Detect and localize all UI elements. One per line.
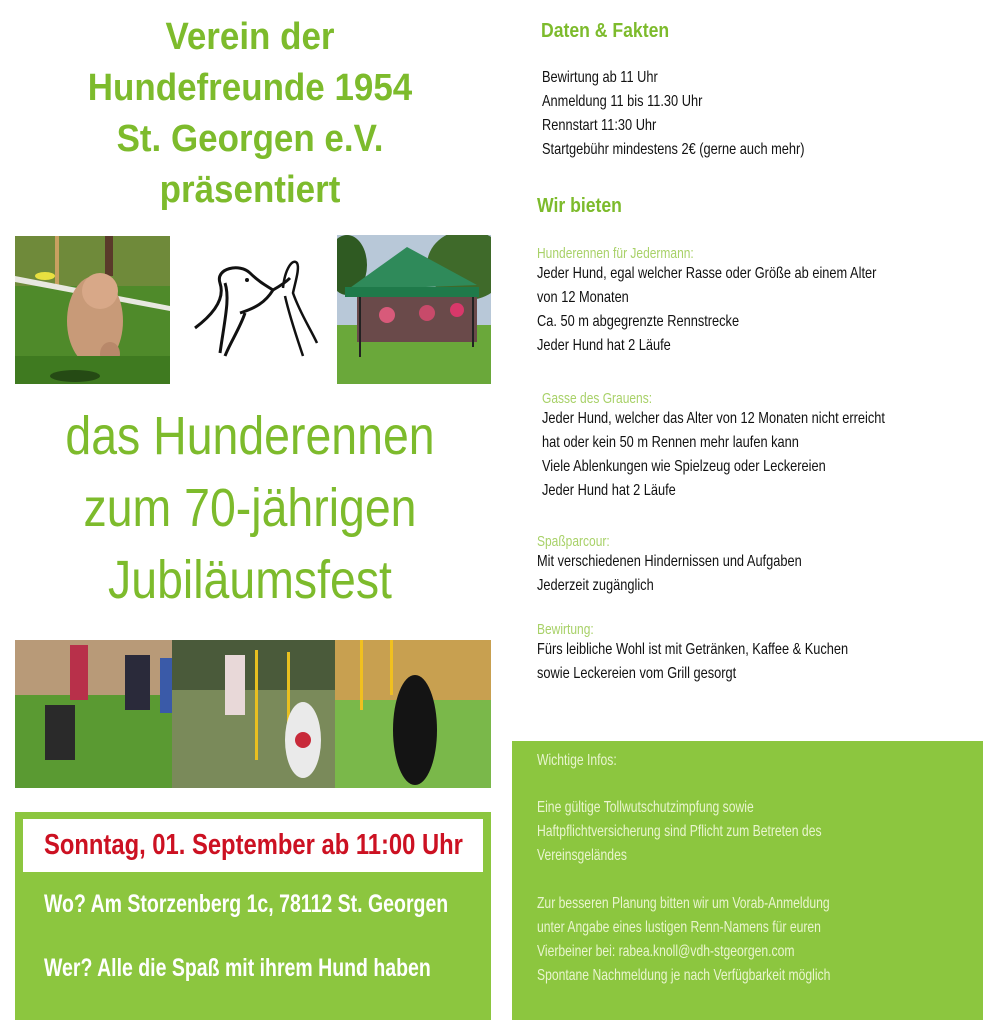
event-audience: Wer? Alle die Spaß mit ihrem Hund haben <box>44 954 431 982</box>
section-title: Bewirtung: <box>537 621 594 638</box>
info-line: Vereinsgeländes <box>537 847 627 864</box>
section-title: Hunderennen für Jedermann: <box>537 245 694 262</box>
event-headline <box>35 400 465 616</box>
section-line: Jeder Hund hat 2 Läufe <box>537 337 671 354</box>
info-line: Spontane Nachmeldung je nach Verfügbarkeit möglich <box>537 967 831 984</box>
club-title-line: St. Georgen e.V. <box>116 118 384 160</box>
fact-item: Anmeldung 11 bis 11.30 Uhr <box>542 93 703 110</box>
info-line: Eine gültige Tollwutschutzimpfung sowie <box>537 799 754 816</box>
headline-line: zum 70-jährigen <box>83 478 417 538</box>
fact-item: Startgebühr mindestens 2€ (gerne auch mehr) <box>542 141 805 158</box>
club-title <box>20 12 480 216</box>
photo-curly-dog <box>15 236 170 384</box>
section-line: Jeder Hund, egal welcher Rasse oder Größe ab einem Alter <box>537 265 877 282</box>
section-line: Jeder Hund, welcher das Alter von 12 Monaten nicht erreicht <box>542 410 885 427</box>
facts-list <box>542 66 870 162</box>
headline-line: das Hunderennen <box>65 406 435 466</box>
section-line: Fürs leibliche Wohl ist mit Getränken, Kaffee & Kuchen <box>537 641 849 658</box>
event-date: Sonntag, 01. September ab 11:00 Uhr <box>43 829 463 861</box>
info-heading: Wichtige Infos: <box>537 752 617 769</box>
date-banner <box>23 819 483 872</box>
photo-tent <box>337 235 491 384</box>
fact-item: Rennstart 11:30 Uhr <box>542 117 657 134</box>
section-fun-parcour <box>537 533 868 598</box>
section-line: hat oder kein 50 m Rennen mehr laufen kann <box>542 434 799 451</box>
club-title-line: Hundefreunde 1954 <box>87 67 413 109</box>
info-line: Haftpflichtversicherung sind Pflicht zum Betreten des <box>537 823 822 840</box>
section-gasse-des-grauens <box>542 390 971 503</box>
section-line: Ca. 50 m abgegrenzte Rennstrecke <box>537 313 740 330</box>
section-line: Jederzeit zugänglich <box>537 577 654 594</box>
section-line: Viele Ablenkungen wie Spielzeug oder Leckereien <box>542 458 826 475</box>
info-line: unter Angabe eines lustigen Renn-Namens für euren <box>537 919 821 936</box>
section-catering <box>537 621 926 686</box>
important-info-box <box>512 741 983 1020</box>
section-line: Jeder Hund hat 2 Läufe <box>542 482 676 499</box>
section-line: Mit verschiedenen Hindernissen und Aufgaben <box>537 553 802 570</box>
photo-strip-racing-dogs <box>15 640 491 788</box>
dog-paw-high-five-drawing <box>185 258 320 358</box>
section-line: von 12 Monaten <box>537 289 629 306</box>
section-dog-race <box>537 245 961 358</box>
event-location: Wo? Am Storzenberg 1c, 78112 St. Georgen <box>44 890 449 918</box>
fact-item: Bewirtung ab 11 Uhr <box>542 69 658 86</box>
event-details-box <box>15 812 491 1020</box>
club-title-line: präsentiert <box>159 169 341 211</box>
info-line: Zur besseren Planung bitten wir um Vorab-Anmeldung <box>537 895 830 912</box>
section-title: Gasse des Grauens: <box>542 390 653 407</box>
offer-heading: Wir bieten <box>537 195 622 217</box>
facts-heading: Daten & Fakten <box>541 20 670 42</box>
headline-line: Jubiläumsfest <box>108 550 392 610</box>
section-title: Spaßparcour: <box>537 533 610 550</box>
club-title-line: Verein der <box>165 16 335 58</box>
info-contact-email: Vierbeiner bei: rabea.knoll@vdh-stgeorgen.com <box>537 943 795 960</box>
section-line: sowie Leckereien vom Grill gesorgt <box>537 665 737 682</box>
